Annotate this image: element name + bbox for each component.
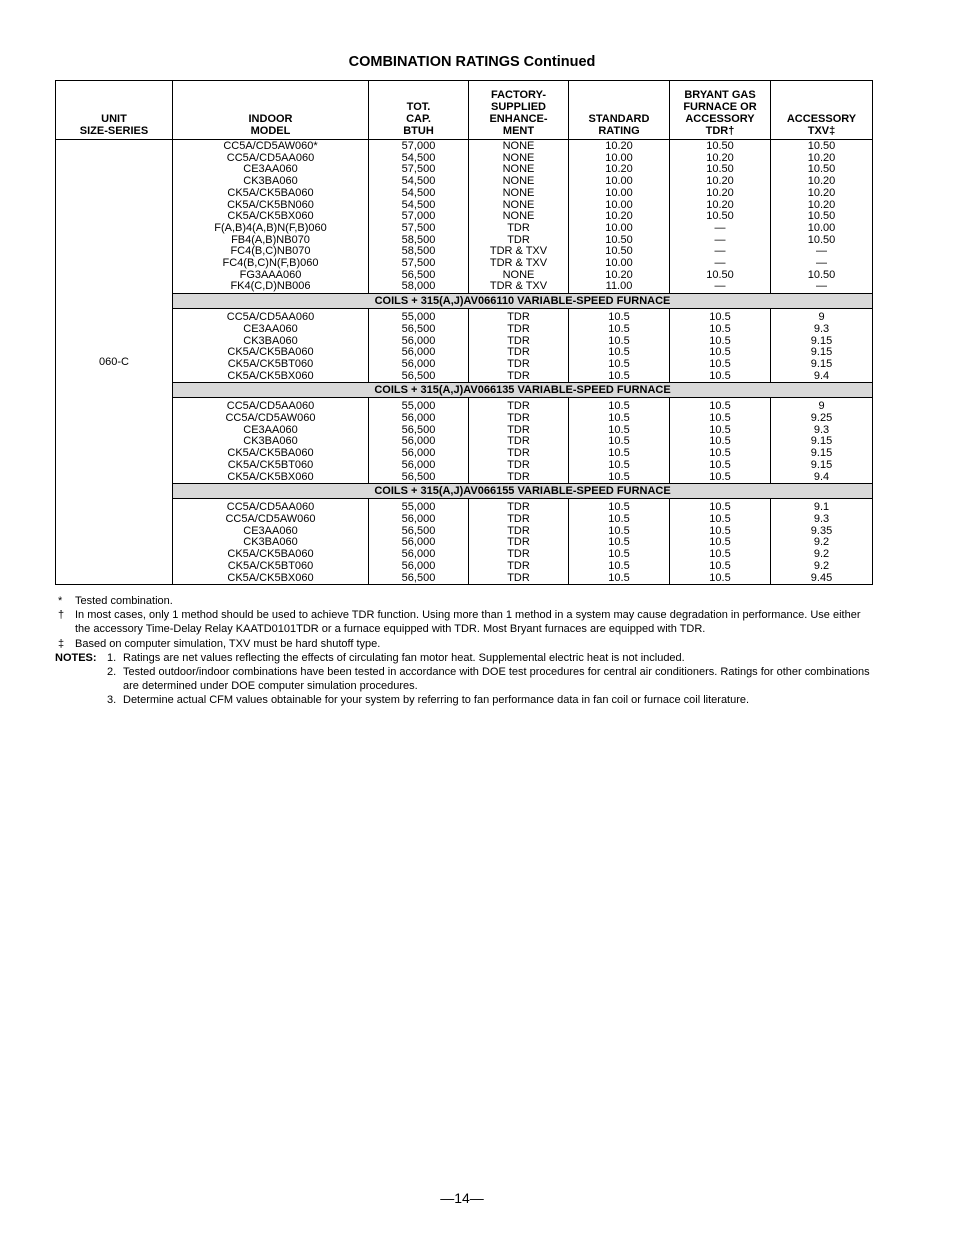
cell-enhancement: TDR & TXV	[489, 280, 548, 293]
cell-total-capacity: 56,000	[401, 412, 436, 425]
column-enhancement	[469, 499, 569, 585]
cell-enhancement: TDR	[507, 334, 530, 347]
cell-standard-rating: 10.20	[605, 268, 633, 281]
cell-tdr-rating: —	[714, 233, 726, 246]
cell-tdr-rating: 10.5	[709, 513, 731, 526]
cell-txv-rating: 10.50	[807, 210, 836, 223]
cell-total-capacity: 56,000	[401, 559, 436, 572]
cell-enhancement: NONE	[502, 186, 535, 199]
cell-tdr-rating: 10.5	[709, 524, 731, 537]
cell-enhancement: TDR	[507, 412, 530, 425]
cell-tdr-rating: 10.5	[709, 400, 731, 413]
cell-indoor-model: CE3AA060	[243, 524, 298, 537]
cell-enhancement: TDR	[507, 458, 530, 471]
cell-indoor-model: CK5A/CK5BX060	[227, 210, 314, 223]
cell-standard-rating: 10.5	[608, 435, 630, 448]
table-header-row	[56, 81, 873, 140]
cell-indoor-model: CE3AA060	[243, 423, 298, 436]
section-data-row	[56, 309, 873, 383]
cell-indoor-model: CK5A/CK5BA060	[227, 447, 314, 460]
cell-tdr-rating: 10.5	[709, 501, 731, 514]
cell-txv-rating: 9.15	[810, 447, 833, 460]
cell-tdr-rating: 10.5	[709, 423, 731, 436]
cell-txv-rating: —	[816, 245, 827, 258]
cell-total-capacity: 56,500	[401, 470, 436, 483]
column-indoor-model	[173, 398, 369, 484]
cell-txv-rating: 9.35	[810, 524, 833, 537]
column-enhancement	[469, 309, 569, 383]
cell-enhancement: TDR	[507, 513, 530, 526]
cell-tdr-rating: —	[714, 245, 726, 258]
notes-label: NOTES:	[55, 651, 97, 664]
note-text: Ratings are net values reflecting the effects of circulating fan motor heat. Supplemental electric heat is not included.	[123, 651, 685, 664]
column-total-capacity	[369, 140, 469, 294]
cell-txv-rating: 10.50	[807, 163, 836, 176]
cell-tdr-rating: 10.50	[706, 163, 734, 176]
cell-txv-rating: 9.45	[810, 571, 833, 584]
cell-standard-rating: 10.5	[608, 311, 630, 324]
cell-tdr-rating: 10.5	[709, 470, 731, 483]
cell-enhancement: TDR	[507, 501, 530, 514]
cell-tdr-rating: 10.5	[709, 357, 731, 370]
cell-indoor-model: CC5A/CD5AW060*	[223, 140, 318, 152]
cell-total-capacity: 56,000	[401, 548, 436, 561]
cell-enhancement: NONE	[502, 175, 535, 188]
section-heading-row	[56, 294, 873, 309]
header-accessory-txv: ACCESSORY TXV‡	[771, 81, 873, 140]
cell-standard-rating: 10.5	[608, 501, 630, 514]
footnote-text: In most cases, only 1 method should be used to achieve TDR function. Using more than 1 method in a system may cause degradation in performance. Use either the accessory Time-Delay Relay KAATD0101TDR or a furnace equipped with TDR. Most Bryant furnaces are equipped with TDR.	[75, 609, 861, 636]
header-factory-enhancement: FACTORY- SUPPLIED ENHANCE- MENT	[469, 81, 569, 140]
cell-total-capacity: 55,000	[401, 400, 436, 413]
cell-total-capacity: 57,500	[401, 221, 436, 234]
section-heading: COILS + 315(A,J)AV066135 VARIABLE-SPEED FURNACE	[173, 383, 873, 398]
footnote-text: Based on computer simulation, TXV must be hard shutoff type.	[75, 637, 381, 650]
cell-standard-rating: 10.5	[608, 470, 630, 483]
cell-indoor-model: CK5A/CK5BT060	[227, 357, 314, 370]
footnote	[55, 637, 875, 651]
cell-enhancement: TDR	[507, 470, 530, 483]
header-standard-rating: STANDARD RATING	[569, 81, 670, 140]
cell-txv-rating: 9.15	[810, 458, 833, 471]
cell-standard-rating: 10.5	[608, 334, 630, 347]
cell-indoor-model: CE3AA060	[243, 322, 298, 335]
footnote-mark: ‡	[58, 637, 65, 650]
cell-txv-rating: 9	[818, 400, 825, 413]
cell-standard-rating: 10.20	[605, 140, 633, 152]
cell-tdr-rating: 10.5	[709, 548, 731, 561]
cell-total-capacity: 58,500	[401, 233, 436, 246]
column-total-capacity	[369, 398, 469, 484]
cell-tdr-rating: 10.5	[709, 559, 731, 572]
cell-total-capacity: 55,000	[401, 311, 436, 324]
cell-indoor-model: F(A,B)4(A,B)N(F,B)060	[214, 221, 327, 234]
cell-tdr-rating: 10.50	[706, 140, 734, 152]
footnotes	[55, 594, 875, 708]
cell-enhancement: TDR	[507, 357, 530, 370]
cell-txv-rating: 9.15	[810, 334, 833, 347]
cell-tdr-rating: 10.5	[709, 311, 731, 324]
cell-standard-rating: 10.5	[608, 369, 630, 382]
cell-txv-rating: 10.50	[807, 140, 836, 152]
page-number: —14—	[440, 1190, 484, 1206]
cell-txv-rating: 9.3	[813, 423, 830, 436]
cell-enhancement: TDR	[507, 311, 530, 324]
cell-standard-rating: 10.50	[605, 245, 633, 258]
footnote	[55, 594, 875, 608]
cell-tdr-rating: 10.20	[706, 198, 734, 211]
cell-indoor-model: FC4(B,C)N(F,B)060	[222, 257, 319, 270]
cell-indoor-model: CK5A/CK5BA060	[227, 186, 314, 199]
cell-total-capacity: 56,000	[401, 536, 436, 549]
column-enhancement	[469, 398, 569, 484]
cell-total-capacity: 58,000	[401, 280, 436, 293]
column-txv-rating	[771, 499, 873, 585]
cell-total-capacity: 56,500	[401, 423, 436, 436]
column-total-capacity	[369, 309, 469, 383]
cell-indoor-model: CC5A/CD5AA060	[226, 311, 315, 324]
cell-standard-rating: 10.5	[608, 559, 630, 572]
cell-tdr-rating: 10.5	[709, 536, 731, 549]
cell-enhancement: NONE	[502, 210, 535, 223]
section-heading: COILS + 315(A,J)AV066155 VARIABLE-SPEED FURNACE	[173, 484, 873, 499]
footnote-mark: †	[58, 609, 65, 622]
cell-txv-rating: 9.15	[810, 346, 833, 359]
cell-standard-rating: 10.5	[608, 513, 630, 526]
cell-total-capacity: 55,000	[401, 501, 436, 514]
note	[55, 693, 875, 707]
cell-total-capacity: 57,500	[401, 163, 436, 176]
section-heading-row	[56, 383, 873, 398]
column-total-capacity	[369, 499, 469, 585]
note-number: 1.	[107, 651, 117, 664]
cell-total-capacity: 57,000	[401, 140, 436, 152]
column-tdr-rating	[670, 499, 771, 585]
cell-txv-rating: 9	[818, 311, 825, 324]
section-heading: COILS + 315(A,J)AV066110 VARIABLE-SPEED FURNACE	[173, 294, 873, 309]
cell-standard-rating: 10.5	[608, 524, 630, 537]
cell-enhancement: NONE	[502, 151, 535, 164]
cell-total-capacity: 56,500	[401, 268, 436, 281]
column-txv-rating	[771, 309, 873, 383]
cell-total-capacity: 56,000	[401, 458, 436, 471]
column-indoor-model	[173, 499, 369, 585]
cell-indoor-model: CK5A/CK5BA060	[227, 548, 314, 561]
cell-standard-rating: 10.5	[608, 322, 630, 335]
cell-enhancement: NONE	[502, 163, 535, 176]
cell-enhancement: TDR	[507, 423, 530, 436]
cell-txv-rating: 9.1	[813, 501, 830, 514]
cell-tdr-rating: —	[714, 221, 726, 234]
unit-size-series-cell: 060-C	[56, 140, 173, 585]
footnote-mark: *	[58, 595, 63, 607]
cell-indoor-model: CK5A/CK5BX060	[227, 369, 314, 382]
cell-txv-rating: 9.25	[810, 412, 833, 425]
cell-total-capacity: 54,500	[401, 186, 436, 199]
cell-total-capacity: 56,500	[401, 369, 436, 382]
cell-txv-rating: 9.2	[813, 536, 830, 549]
cell-enhancement: TDR	[507, 346, 530, 359]
cell-standard-rating: 10.5	[608, 346, 630, 359]
cell-tdr-rating: 10.20	[706, 151, 734, 164]
column-tdr-rating	[670, 140, 771, 294]
cell-standard-rating: 10.00	[605, 198, 633, 211]
section-data-row	[56, 499, 873, 585]
cell-indoor-model: CC5A/CD5AW060	[225, 513, 316, 526]
column-indoor-model	[173, 140, 369, 294]
cell-standard-rating: 10.5	[608, 447, 630, 460]
cell-indoor-model: FC4(B,C)NB070	[230, 245, 311, 258]
cell-indoor-model: CK3BA060	[243, 435, 298, 448]
cell-txv-rating: 9.4	[813, 369, 830, 382]
cell-total-capacity: 58,500	[401, 245, 436, 258]
cell-indoor-model: CK3BA060	[243, 175, 298, 188]
cell-standard-rating: 10.5	[608, 357, 630, 370]
header-indoor-model: INDOOR MODEL	[173, 81, 369, 140]
footnote	[55, 608, 875, 636]
header-unit-size-series: UNIT SIZE-SERIES	[56, 81, 173, 140]
cell-indoor-model: CE3AA060	[243, 163, 298, 176]
cell-indoor-model: CK5A/CK5BT060	[227, 458, 314, 471]
cell-tdr-rating: —	[714, 280, 726, 293]
column-standard-rating	[569, 140, 670, 294]
cell-standard-rating: 10.00	[605, 151, 633, 164]
cell-tdr-rating: 10.20	[706, 186, 734, 199]
cell-tdr-rating: 10.5	[709, 369, 731, 382]
cell-enhancement: TDR	[507, 548, 530, 561]
cell-enhancement: NONE	[502, 198, 535, 211]
combination-ratings-table	[55, 80, 873, 585]
cell-tdr-rating: 10.50	[706, 268, 734, 281]
note	[55, 665, 875, 693]
cell-txv-rating: 9.2	[813, 559, 830, 572]
cell-total-capacity: 56,000	[401, 346, 436, 359]
cell-enhancement: TDR	[507, 435, 530, 448]
cell-standard-rating: 10.5	[608, 423, 630, 436]
cell-enhancement: TDR	[507, 536, 530, 549]
cell-tdr-rating: 10.5	[709, 447, 731, 460]
cell-enhancement: TDR	[507, 524, 530, 537]
cell-enhancement: TDR	[507, 447, 530, 460]
cell-standard-rating: 10.5	[608, 458, 630, 471]
cell-total-capacity: 54,500	[401, 175, 436, 188]
cell-txv-rating: 9.2	[813, 548, 830, 561]
cell-txv-rating: 10.50	[807, 233, 836, 246]
column-standard-rating	[569, 398, 670, 484]
cell-enhancement: TDR	[507, 322, 530, 335]
cell-txv-rating: 10.20	[807, 151, 836, 164]
cell-indoor-model: FB4(A,B)NB070	[231, 233, 310, 246]
cell-standard-rating: 10.00	[605, 257, 633, 270]
cell-txv-rating: 10.00	[807, 221, 836, 234]
column-txv-rating	[771, 398, 873, 484]
cell-indoor-model: CK5A/CK5BA060	[227, 346, 314, 359]
column-txv-rating	[771, 140, 873, 294]
cell-txv-rating: 10.20	[807, 175, 836, 188]
cell-standard-rating: 10.5	[608, 571, 630, 584]
cell-enhancement: NONE	[502, 268, 535, 281]
cell-standard-rating: 10.50	[605, 233, 633, 246]
column-tdr-rating	[670, 309, 771, 383]
cell-enhancement: TDR & TXV	[489, 245, 548, 258]
column-tdr-rating	[670, 398, 771, 484]
column-indoor-model	[173, 309, 369, 383]
note-text: Tested outdoor/indoor combinations have been tested in accordance with DOE test procedures for central air conditioners. Ratings for other combinations are determined under DOE computer simulation procedures.	[123, 666, 870, 693]
cell-txv-rating: —	[816, 257, 827, 270]
cell-indoor-model: FG3AAA060	[239, 268, 302, 281]
cell-enhancement: TDR & TXV	[489, 257, 548, 270]
cell-txv-rating: 10.20	[807, 198, 836, 211]
section-heading-row	[56, 484, 873, 499]
cell-tdr-rating: 10.20	[706, 175, 734, 188]
cell-standard-rating: 10.20	[605, 163, 633, 176]
cell-indoor-model: CK5A/CK5BX060	[227, 470, 314, 483]
cell-tdr-rating: 10.5	[709, 334, 731, 347]
cell-indoor-model: CC5A/CD5AA060	[226, 400, 315, 413]
cell-total-capacity: 56,000	[401, 513, 436, 526]
cell-total-capacity: 56,500	[401, 571, 436, 584]
cell-enhancement: TDR	[507, 233, 530, 246]
cell-total-capacity: 56,000	[401, 435, 436, 448]
cell-txv-rating: 9.4	[813, 470, 830, 483]
cell-txv-rating: 10.20	[807, 186, 836, 199]
cell-total-capacity: 56,000	[401, 357, 436, 370]
cell-indoor-model: CC5A/CD5AW060	[225, 412, 316, 425]
note-text: Determine actual CFM values obtainable for your system by referring to fan performance data in fan coil or furnace coil literature.	[123, 694, 750, 707]
cell-standard-rating: 10.5	[608, 536, 630, 549]
cell-tdr-rating: 10.5	[709, 435, 731, 448]
cell-indoor-model: CC5A/CD5AA060	[226, 501, 315, 514]
cell-enhancement: TDR	[507, 369, 530, 382]
cell-txv-rating: 9.15	[810, 435, 833, 448]
cell-enhancement: TDR	[507, 400, 530, 413]
cell-total-capacity: 54,500	[401, 198, 436, 211]
cell-standard-rating: 10.5	[608, 548, 630, 561]
cell-standard-rating: 10.00	[605, 175, 633, 188]
cell-standard-rating: 10.00	[605, 221, 633, 234]
section-data-row	[56, 398, 873, 484]
page-title: COMBINATION RATINGS Continued	[348, 54, 596, 70]
cell-txv-rating: —	[816, 280, 827, 293]
cell-enhancement: TDR	[507, 221, 530, 234]
cell-indoor-model: CK5A/CK5BN060	[227, 198, 314, 211]
cell-txv-rating: 9.3	[813, 322, 830, 335]
note-number: 2.	[107, 666, 117, 679]
cell-enhancement: TDR	[507, 571, 530, 584]
cell-indoor-model: CC5A/CD5AA060	[226, 151, 315, 164]
cell-standard-rating: 10.5	[608, 412, 630, 425]
cell-txv-rating: 9.3	[813, 513, 830, 526]
cell-tdr-rating: —	[714, 257, 726, 270]
cell-total-capacity: 57,500	[401, 257, 436, 270]
cell-standard-rating: 10.20	[605, 210, 633, 223]
cell-tdr-rating: 10.5	[709, 412, 731, 425]
column-standard-rating	[569, 309, 670, 383]
cell-standard-rating: 10.5	[608, 400, 630, 413]
cell-txv-rating: 10.50	[807, 268, 836, 281]
cell-total-capacity: 54,500	[401, 151, 436, 164]
cell-indoor-model: CK5A/CK5BX060	[227, 571, 314, 584]
cell-indoor-model: CK3BA060	[243, 334, 298, 347]
cell-enhancement: NONE	[502, 140, 535, 152]
header-total-capacity: TOT. CAP. BTUH	[369, 81, 469, 140]
header-furnace-tdr: BRYANT GAS FURNACE OR ACCESSORY TDR†	[670, 81, 771, 140]
cell-total-capacity: 56,500	[401, 524, 436, 537]
cell-indoor-model: CK3BA060	[243, 536, 298, 549]
footnote-text: Tested combination.	[75, 595, 173, 607]
cell-standard-rating: 10.00	[605, 186, 633, 199]
cell-total-capacity: 56,000	[401, 334, 436, 347]
section-data-row	[56, 140, 873, 294]
cell-indoor-model: FK4(C,D)NB006	[230, 280, 311, 293]
column-enhancement	[469, 140, 569, 294]
note	[55, 651, 875, 665]
cell-tdr-rating: 10.5	[709, 571, 731, 584]
cell-tdr-rating: 10.5	[709, 458, 731, 471]
cell-tdr-rating: 10.50	[706, 210, 734, 223]
note-number: 3.	[107, 694, 117, 707]
cell-tdr-rating: 10.5	[709, 346, 731, 359]
cell-total-capacity: 57,000	[401, 210, 436, 223]
cell-tdr-rating: 10.5	[709, 322, 731, 335]
cell-standard-rating: 11.00	[605, 280, 633, 293]
cell-txv-rating: 9.15	[810, 357, 833, 370]
cell-indoor-model: CK5A/CK5BT060	[227, 559, 314, 572]
cell-enhancement: TDR	[507, 559, 530, 572]
cell-total-capacity: 56,000	[401, 447, 436, 460]
column-standard-rating	[569, 499, 670, 585]
cell-total-capacity: 56,500	[401, 322, 436, 335]
